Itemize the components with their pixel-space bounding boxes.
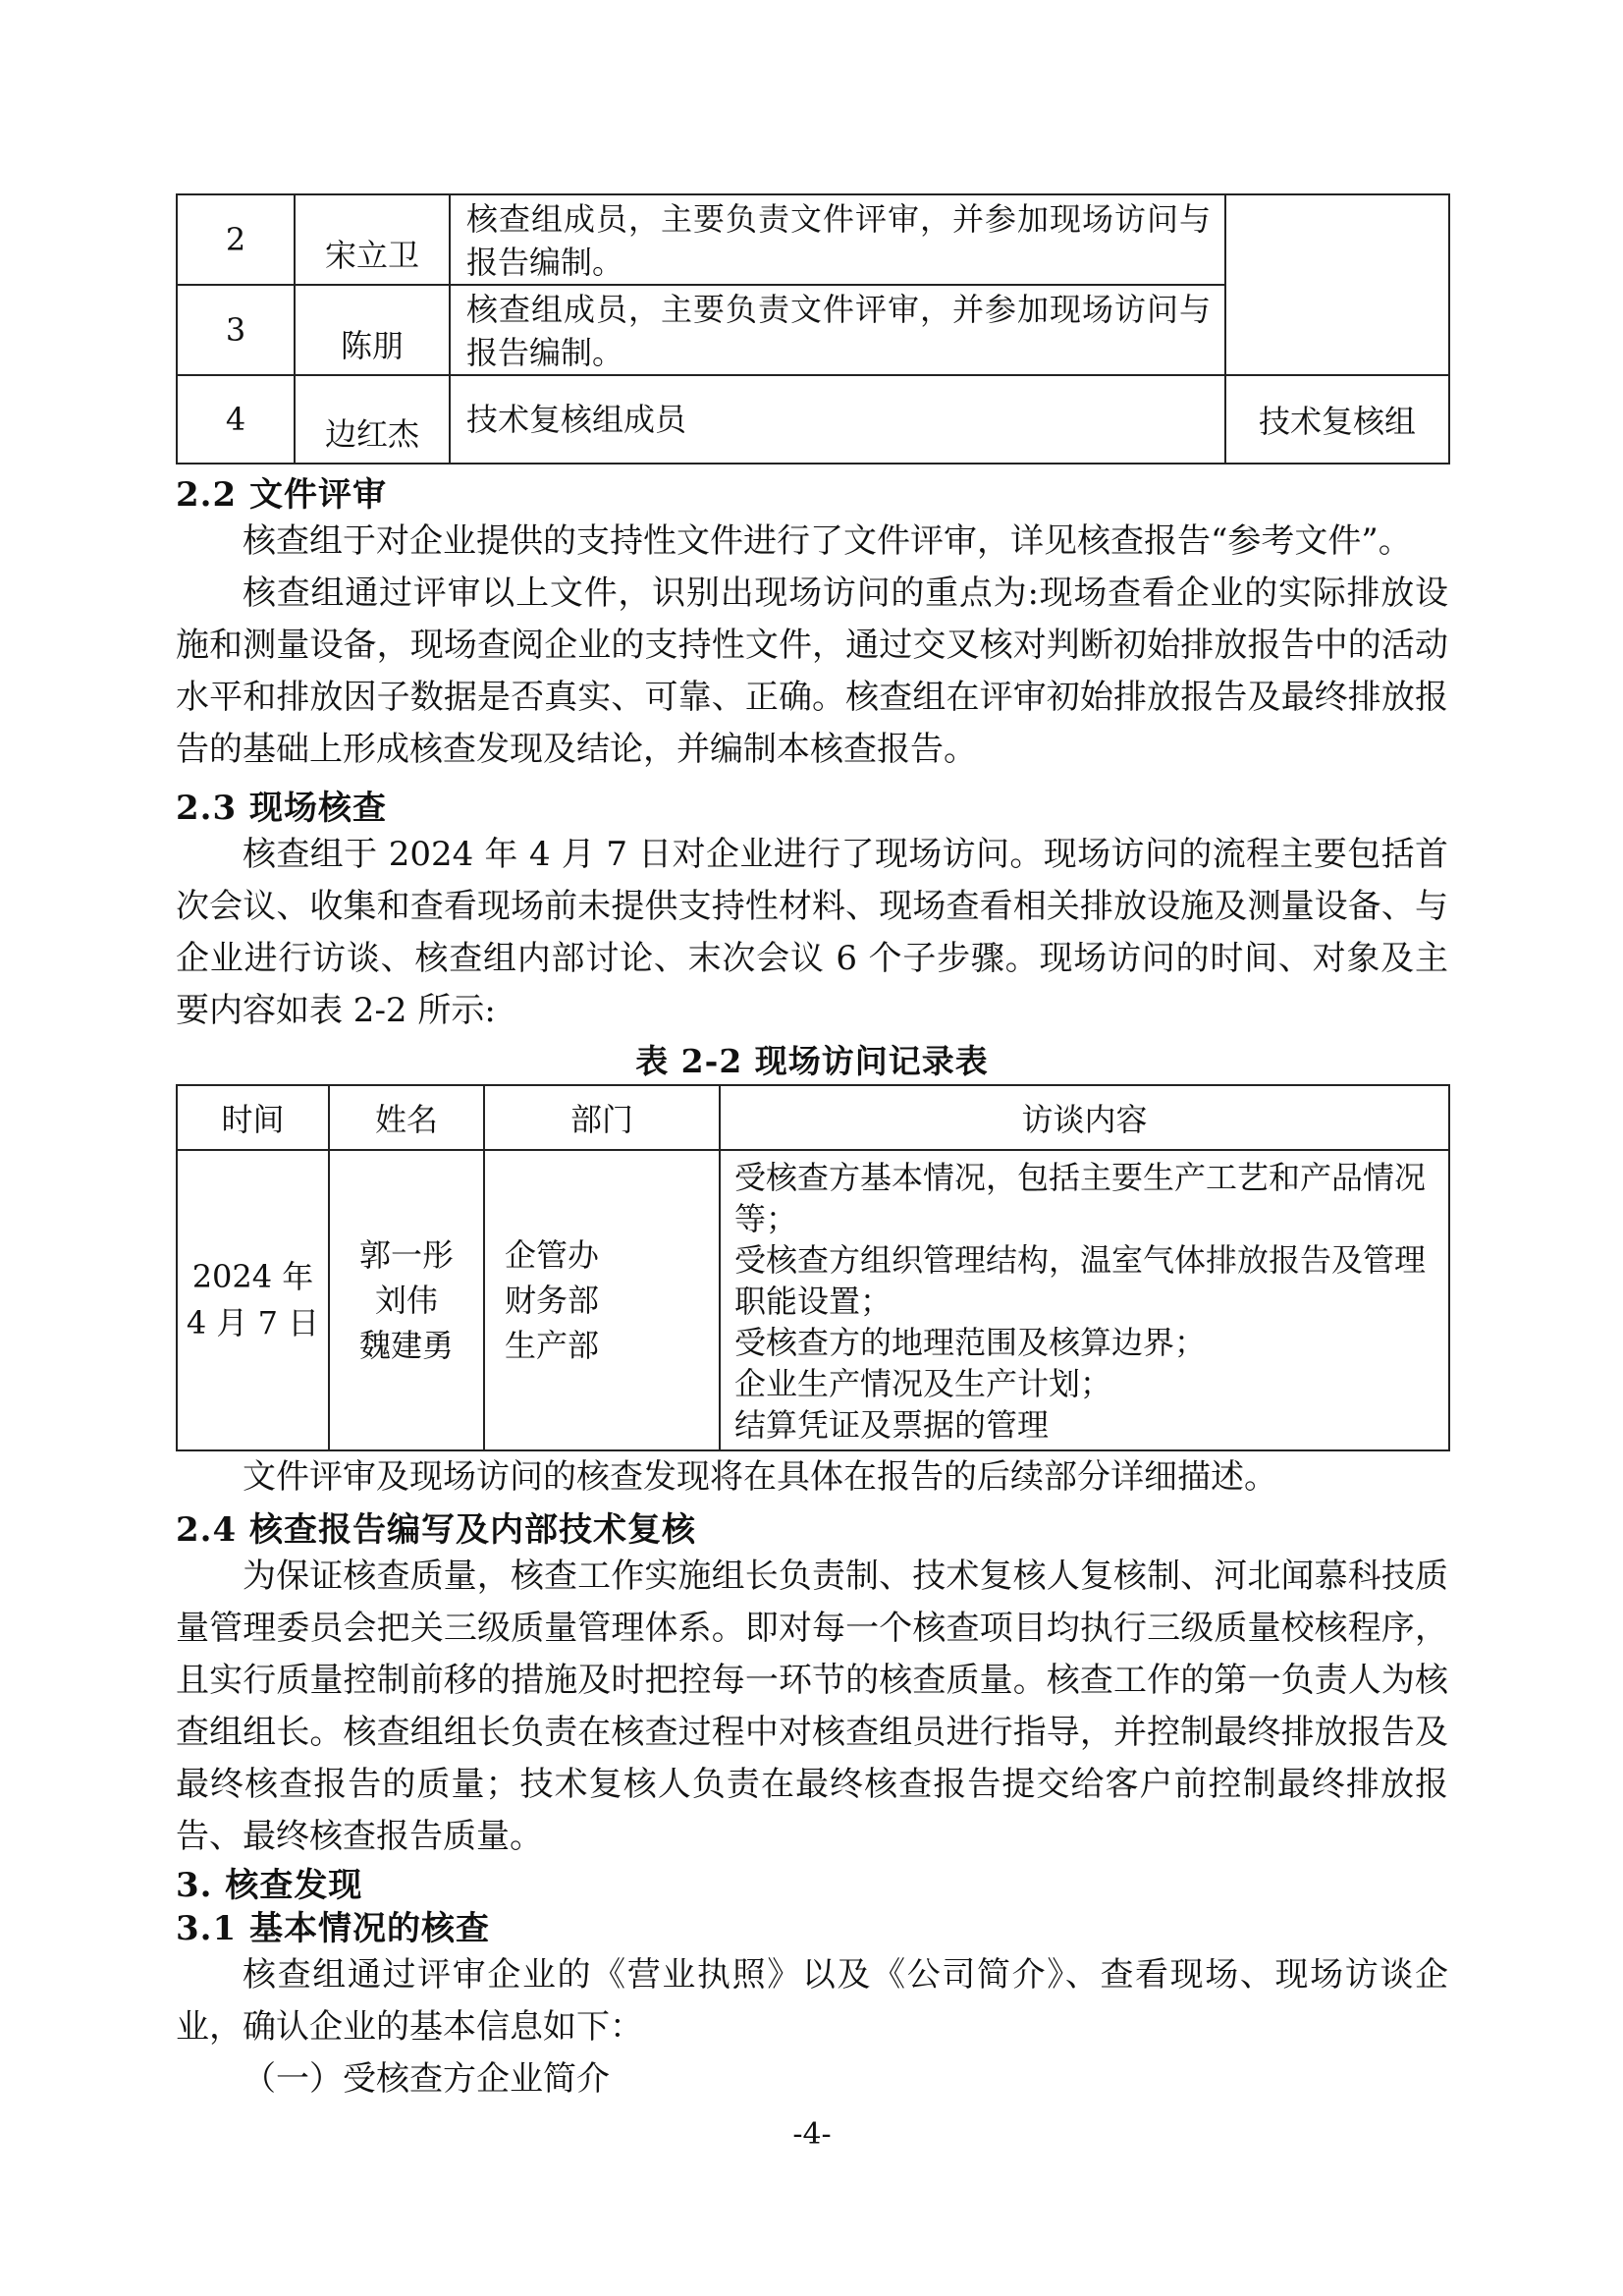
visit-name: 魏建勇 (358, 1327, 454, 1364)
page-number: -4- (792, 2117, 832, 2152)
verification-team-table (176, 193, 1450, 465)
table-row (177, 194, 1449, 285)
member-duty: 技术复核组成员 (450, 375, 1225, 464)
paragraph: 核查组通过评审企业的《营业执照》以及《公司简介》、查看现场、现场访谈企业，确认企业的基本信息如下： (176, 1955, 1448, 2047)
paragraph: 为保证核查质量，核查工作实施组长负责制、技术复核人复核制、河北闻慕科技质量管理委员会把关三级质量管理体系。即对每一个核查项目均执行三级质量校核程序，且实行质量控制前移的措施及时把控每一环节的核查质量。核查工作的第一负责人为核查组组长。核查组组长负责在核查过程中对核查组员进行指导，并控制最终排放报告及最终核查报告的质量；技术复核人负责在最终核查报告提交给客户前控制最终排放报告、最终核查报告质量。 (176, 1557, 1448, 1856)
col-header-name: 姓名 (329, 1085, 484, 1150)
row-number: 2 (177, 194, 295, 285)
row-number: 4 (177, 375, 295, 464)
visit-name: 刘伟 (374, 1282, 438, 1319)
visit-name: 郭一彤 (358, 1236, 454, 1274)
visit-departments (484, 1150, 720, 1450)
row-number: 3 (177, 285, 295, 375)
visit-names (329, 1150, 484, 1450)
paragraph: （一）受核查方企业简介 (243, 2059, 610, 2099)
member-name: 边红杰 (295, 375, 450, 464)
visit-content-item: 结算凭证及票据的管理 (734, 1406, 1050, 1444)
paragraph: 文件评审及现场访问的核查发现将在具体在报告的后续部分详细描述。 (243, 1457, 1277, 1497)
member-name: 宋立卫 (295, 194, 450, 285)
member-duty: 核查组成员，主要负责文件评审，并参加现场访问与报告编制。 (450, 285, 1225, 375)
visit-content-item: 受核查方组织管理结构，温室气体排放报告及管理职能设置； (734, 1241, 1427, 1320)
visit-content-item: 受核查方的地理范围及核算边界； (734, 1324, 1207, 1361)
visit-time (177, 1150, 329, 1450)
table-row (177, 375, 1449, 464)
paragraph: 核查组于对企业提供的支持性文件进行了文件评审，详见核查报告“参考文件”。 (243, 521, 1412, 561)
table-2-2-title: 表 2-2 现场访问记录表 (635, 1042, 989, 1080)
table-header-row (177, 1085, 1449, 1150)
visit-department: 财务部 (505, 1282, 600, 1319)
section-heading-3: 3. 核查发现 (176, 1866, 363, 1905)
table-row (177, 1150, 1449, 1450)
col-header-time: 时间 (177, 1085, 329, 1150)
member-group: 技术复核组 (1225, 375, 1449, 464)
visit-department: 企管办 (505, 1236, 600, 1274)
col-header-department: 部门 (484, 1085, 720, 1150)
col-header-content: 访谈内容 (720, 1085, 1449, 1150)
section-heading-2-2: 2.2 文件评审 (176, 475, 387, 515)
visit-content-item: 企业生产情况及生产计划； (734, 1365, 1112, 1402)
member-name: 陈朋 (295, 285, 450, 375)
visit-record-table (176, 1084, 1450, 1451)
section-heading-2-4: 2.4 核查报告编写及内部技术复核 (176, 1510, 696, 1550)
section-heading-3-1: 3.1 基本情况的核查 (176, 1909, 490, 1948)
section-heading-2-3: 2.3 现场核查 (176, 789, 387, 828)
paragraph: 核查组通过评审以上文件，识别出现场访问的重点为:现场查看企业的实际排放设施和测量设备，现场查阅企业的支持性文件，通过交叉核对判断初始排放报告中的活动水平和排放因子数据是否真实、可靠、正确。核查组在评审初始排放报告及最终排放报告的基础上形成核查发现及结论，并编制本核查报告。 (176, 574, 1448, 769)
visit-time-line: 4 月 7 日 (186, 1304, 320, 1341)
visit-department: 生产部 (505, 1327, 600, 1364)
document-content (176, 193, 1448, 2105)
visit-content-item: 受核查方基本情况，包括主要生产工艺和产品情况等； (734, 1159, 1427, 1237)
visit-time-line: 2024 年 (191, 1258, 314, 1295)
member-group (1225, 194, 1449, 375)
member-duty: 核查组成员，主要负责文件评审，并参加现场访问与报告编制。 (450, 194, 1225, 285)
paragraph: 核查组于 2024 年 4 月 7 日对企业进行了现场访问。现场访问的流程主要包括首次会议、收集和查看现场前未提供支持性材料、现场查看相关排放设施及测量设备、与企业进行访谈、核查组内部讨论、末次会议 6 个子步骤。现场访问的时间、对象及主要内容如表 2-2 所示: (176, 835, 1448, 1030)
visit-content (720, 1150, 1449, 1450)
